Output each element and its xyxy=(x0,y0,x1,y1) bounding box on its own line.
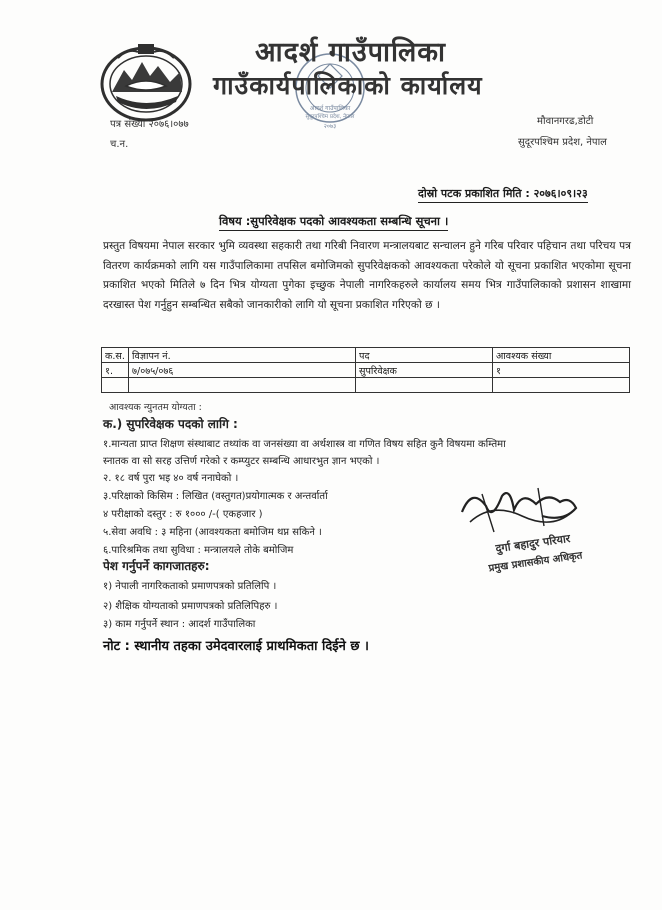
table-row xyxy=(102,363,630,378)
notice-body: प्रस्तुत विषयमा नेपाल सरकार भुमि व्यवस्था सहकारी तथा गरिबी निवारण मन्त्रालयबाट सन्चालन हुने गरिब परिवार पहिचान तथा परिचय पत्र वितरण कार्यक्रमको लागि यस गाउँपालिकामा तपसिल बमोजिमको सुपरिवेक्षकको आवश्यकता परेकोले यो सूचना प्रकाशित भएकोमा सूचना प्रकाशित भएको मितिले ७ दिन भित्र योग्यता पुगेका इच्छुक नेपाली नागरिकहरुले कार्यालय समय भित्र गाउँपालिकाको प्रशासन शाखामा दरखास्त पेश गर्नुहुन सम्बन्धित सबैको जानकारीको लागि यो सूचना प्रकाशित गरिएको छ । xyxy=(103,240,631,311)
address-line-2: सुदूरपश्चिम प्रदेश, नेपाल xyxy=(518,137,607,148)
documents-title: पेश गर्नुपर्ने कागजातहरु: xyxy=(103,559,210,573)
qualification-item-4: ४ परीक्षाको दस्तुर : रु १००० /-( एकहजार ) xyxy=(103,509,263,520)
qualification-item-3: ३.परिक्षाको किसिम : लिखित (वस्तुगत)प्रयोगात्मक र अन्तर्वार्ता xyxy=(103,491,328,502)
address-line-1: मौवानगरढ,डोटी xyxy=(537,116,594,127)
dispatch-number: च.न. xyxy=(110,139,129,150)
seal-text-2: सुदूरपश्चिम प्रदेश, नेपाल xyxy=(305,114,355,120)
signature-title: प्रमुख प्रशासकीय अधिकृत xyxy=(487,550,584,575)
nepal-emblem-icon xyxy=(98,40,194,122)
cell-count: १ xyxy=(493,363,630,378)
table-row-empty xyxy=(102,378,630,393)
document-item-3: ३) काम गर्नुपर्ने स्थान : आदर्श गाउँपालिका xyxy=(103,619,256,630)
seal-text-3: २०७३ xyxy=(323,123,337,130)
signature-name: दुर्गा बहादुर परियार xyxy=(494,531,572,556)
document-item-1: १) नेपाली नागरिकताको प्रमाणपत्रको प्रतिलिपि । xyxy=(103,581,277,592)
col-header-sn: क.स. xyxy=(102,348,129,363)
qualification-item-1: १.मान्यता प्राप्त शिक्षण संस्थाबाट तथ्यांक वा जनसंख्या वा अर्थशास्त्र वा गणित विषय सहित कुनै विषयमा कम्तिमा xyxy=(103,439,506,450)
qualification-item-5: ५.सेवा अवधि : ३ महिना (आवश्यकता बमोजिम थप्न सकिने । xyxy=(103,527,322,538)
cell-ad-no: ७/०७५/०७६ xyxy=(129,363,356,378)
document-item-2: २) शैक्षिक योग्यताको प्रमाणपत्रको प्रतिलिपिहरु । xyxy=(103,601,278,612)
office-title: गाउँकार्यपालिकाको कार्यालय xyxy=(213,71,483,100)
signature-stamp xyxy=(452,482,602,590)
notice-subject: विषय :सुपरिवेक्षक पदको आवश्यकता सम्बन्धि सूचना । xyxy=(219,214,448,231)
col-header-ad-no: विज्ञापन नं. xyxy=(129,348,356,363)
vacancy-table xyxy=(101,347,630,393)
qualification-item-2: २. १८ वर्ष पुरा भइ ४० वर्ष ननाघेको । xyxy=(103,473,239,484)
seal-text-1: आदर्श गाउँपालिका xyxy=(309,105,351,112)
qualification-item-1b: स्नातक वा सो सरह उत्तिर्ण गरेको र कम्प्युटर सम्बन्धि आधारभुत ज्ञान भएको । xyxy=(103,456,380,467)
cell-sn: १. xyxy=(102,363,129,378)
letter-number: पत्र संख्या २०७६।०७७ xyxy=(110,119,189,130)
post-section-title: क.) सुपरिवेक्षक पदको लागि : xyxy=(103,417,238,431)
col-header-post: पद xyxy=(356,348,493,363)
cell-post: सुपरिवेक्षक xyxy=(356,363,493,378)
municipality-title: आदर्श गाउँपालिका xyxy=(255,37,447,68)
published-date: दोस्रो पटक प्रकाशित मिति : २०७६।०९।२३ xyxy=(418,186,588,203)
qualification-item-6: ६.पारिश्रमिक तथा सुविधा : मन्त्रालयले तोके बमोजिम xyxy=(103,545,294,556)
min-qualification-label: आवश्यक न्युनतम योग्यता : xyxy=(109,402,202,413)
table-header-row xyxy=(102,348,630,363)
col-header-count: आवश्यक संख्या xyxy=(493,348,630,363)
note-line: नोट : स्थानीय तहका उमेदवारलाई प्राथमिकता दिईने छ । xyxy=(103,639,369,654)
